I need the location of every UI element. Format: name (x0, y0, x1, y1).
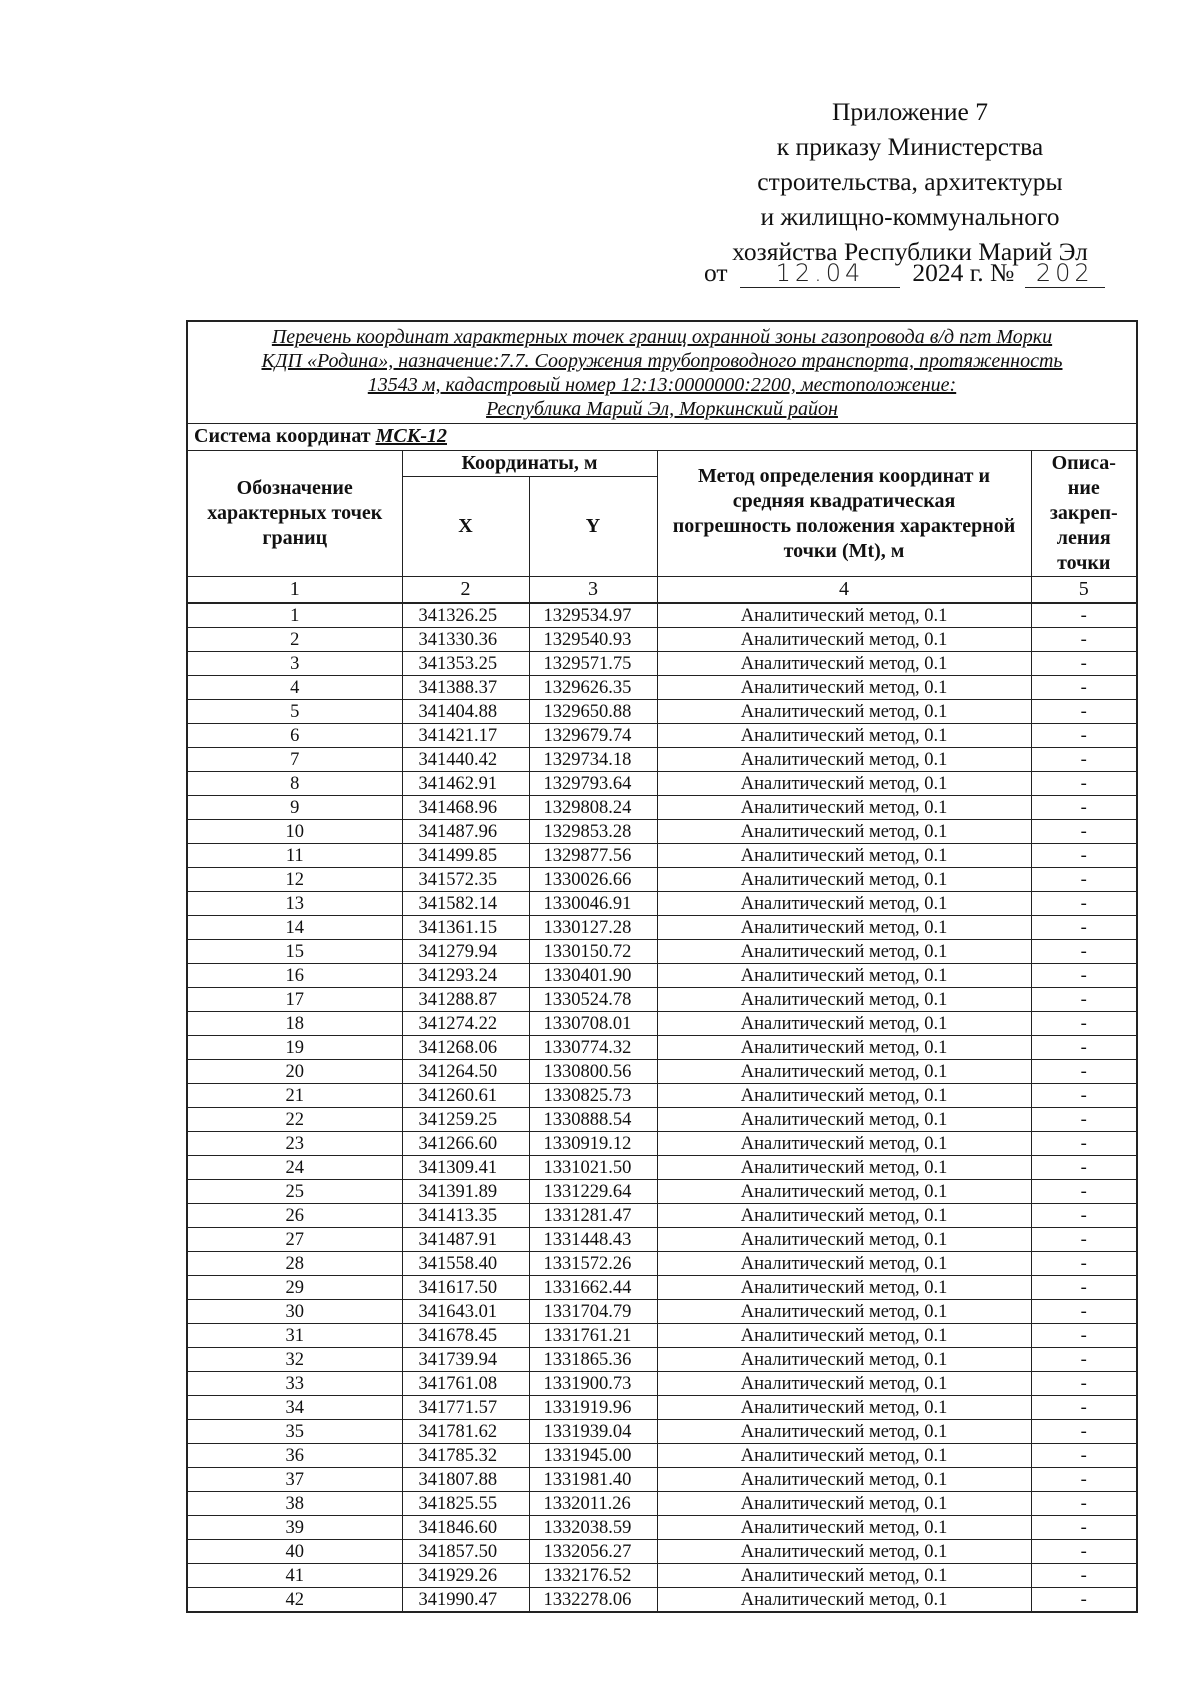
method-cell: Аналитический метод, 0.1 (657, 1444, 1031, 1468)
description-cell: - (1031, 1252, 1136, 1276)
y-coordinate-cell: 1329734.18 (529, 748, 657, 772)
table-row (188, 1060, 1136, 1084)
table-row (188, 1420, 1136, 1444)
description-cell: - (1031, 868, 1136, 892)
point-number-cell: 16 (188, 964, 402, 988)
description-cell: - (1031, 1084, 1136, 1108)
coordinates-table-frame (186, 320, 1138, 1613)
x-coordinate-cell: 341391.89 (402, 1180, 529, 1204)
table-row (188, 1540, 1136, 1564)
table-row (188, 748, 1136, 772)
table-row (188, 1180, 1136, 1204)
description-cell: - (1031, 772, 1136, 796)
description-cell: - (1031, 1180, 1136, 1204)
point-number-cell: 3 (188, 652, 402, 676)
point-number-cell: 36 (188, 1444, 402, 1468)
description-cell: - (1031, 1444, 1136, 1468)
description-cell: - (1031, 1036, 1136, 1060)
point-number-cell: 28 (188, 1252, 402, 1276)
description-cell: - (1031, 988, 1136, 1012)
x-coordinate-cell: 341846.60 (402, 1516, 529, 1540)
y-coordinate-cell: 1331945.00 (529, 1444, 657, 1468)
x-coordinate-cell: 341643.01 (402, 1300, 529, 1324)
point-number-cell: 6 (188, 724, 402, 748)
table-row (188, 1324, 1136, 1348)
header-description: Описа-ние закреп-ления точки (1031, 451, 1136, 577)
column-number: 5 (1031, 577, 1136, 604)
table-row (188, 1252, 1136, 1276)
y-coordinate-cell: 1330524.78 (529, 988, 657, 1012)
table-row (188, 916, 1136, 940)
column-number: 4 (657, 577, 1031, 604)
x-coordinate-cell: 341678.45 (402, 1324, 529, 1348)
appendix-header (690, 94, 1130, 269)
table-row (188, 1444, 1136, 1468)
y-coordinate-cell: 1331021.50 (529, 1156, 657, 1180)
header-x: X (402, 477, 529, 577)
point-number-cell: 20 (188, 1060, 402, 1084)
point-number-cell: 41 (188, 1564, 402, 1588)
method-cell: Аналитический метод, 0.1 (657, 1516, 1031, 1540)
y-coordinate-cell: 1331281.47 (529, 1204, 657, 1228)
table-row (188, 1132, 1136, 1156)
x-coordinate-cell: 341487.91 (402, 1228, 529, 1252)
method-cell: Аналитический метод, 0.1 (657, 892, 1031, 916)
y-coordinate-cell: 1330888.54 (529, 1108, 657, 1132)
method-cell: Аналитический метод, 0.1 (657, 1324, 1031, 1348)
method-cell: Аналитический метод, 0.1 (657, 628, 1031, 652)
x-coordinate-cell: 341274.22 (402, 1012, 529, 1036)
method-cell: Аналитический метод, 0.1 (657, 988, 1031, 1012)
method-cell: Аналитический метод, 0.1 (657, 1396, 1031, 1420)
x-coordinate-cell: 341499.85 (402, 844, 529, 868)
y-coordinate-cell: 1331448.43 (529, 1228, 657, 1252)
x-coordinate-cell: 341572.35 (402, 868, 529, 892)
caption-line: КДП «Родина», назначение:7.7. Сооружения трубопроводного транспорта, протяженность (261, 350, 1063, 372)
method-cell: Аналитический метод, 0.1 (657, 820, 1031, 844)
y-coordinate-cell: 1329540.93 (529, 628, 657, 652)
y-coordinate-cell: 1330401.90 (529, 964, 657, 988)
date-prefix: от (704, 258, 728, 287)
table-caption (188, 322, 1136, 424)
x-coordinate-cell: 341487.96 (402, 820, 529, 844)
description-cell: - (1031, 1516, 1136, 1540)
x-coordinate-cell: 341309.41 (402, 1156, 529, 1180)
x-coordinate-cell: 341330.36 (402, 628, 529, 652)
appendix-line: Приложение 7 (832, 97, 988, 126)
x-coordinate-cell: 341361.15 (402, 916, 529, 940)
x-coordinate-cell: 341785.32 (402, 1444, 529, 1468)
method-cell: Аналитический метод, 0.1 (657, 916, 1031, 940)
header-coords: Координаты, м (402, 451, 657, 477)
method-cell: Аналитический метод, 0.1 (657, 1420, 1031, 1444)
method-cell: Аналитический метод, 0.1 (657, 676, 1031, 700)
point-number-cell: 24 (188, 1156, 402, 1180)
method-cell: Аналитический метод, 0.1 (657, 1372, 1031, 1396)
point-number-cell: 17 (188, 988, 402, 1012)
table-row (188, 628, 1136, 652)
method-cell: Аналитический метод, 0.1 (657, 1564, 1031, 1588)
y-coordinate-cell: 1330774.32 (529, 1036, 657, 1060)
method-cell: Аналитический метод, 0.1 (657, 772, 1031, 796)
table-row (188, 700, 1136, 724)
method-cell: Аналитический метод, 0.1 (657, 748, 1031, 772)
x-coordinate-cell: 341462.91 (402, 772, 529, 796)
x-coordinate-cell: 341857.50 (402, 1540, 529, 1564)
y-coordinate-cell: 1331865.36 (529, 1348, 657, 1372)
table-row (188, 724, 1136, 748)
point-number-cell: 8 (188, 772, 402, 796)
y-coordinate-cell: 1330800.56 (529, 1060, 657, 1084)
point-number-cell: 38 (188, 1492, 402, 1516)
y-coordinate-cell: 1329626.35 (529, 676, 657, 700)
point-number-cell: 31 (188, 1324, 402, 1348)
point-number-cell: 5 (188, 700, 402, 724)
caption-line: Перечень координат характерных точек границ охранной зоны газопровода в/д пгт Морки (271, 326, 1053, 348)
description-cell: - (1031, 1540, 1136, 1564)
x-coordinate-cell: 341468.96 (402, 796, 529, 820)
x-coordinate-cell: 341264.50 (402, 1060, 529, 1084)
method-cell: Аналитический метод, 0.1 (657, 603, 1031, 628)
table-row (188, 1084, 1136, 1108)
y-coordinate-cell: 1330150.72 (529, 940, 657, 964)
table-row (188, 652, 1136, 676)
point-number-cell: 26 (188, 1204, 402, 1228)
method-cell: Аналитический метод, 0.1 (657, 1348, 1031, 1372)
x-coordinate-cell: 341739.94 (402, 1348, 529, 1372)
table-row (188, 1588, 1136, 1612)
method-cell: Аналитический метод, 0.1 (657, 1012, 1031, 1036)
point-number-cell: 32 (188, 1348, 402, 1372)
point-number-cell: 37 (188, 1468, 402, 1492)
y-coordinate-cell: 1329679.74 (529, 724, 657, 748)
x-coordinate-cell: 341326.25 (402, 603, 529, 628)
description-cell: - (1031, 940, 1136, 964)
x-coordinate-cell: 341260.61 (402, 1084, 529, 1108)
y-coordinate-cell: 1329877.56 (529, 844, 657, 868)
y-coordinate-cell: 1329650.88 (529, 700, 657, 724)
coordinate-system (188, 424, 1136, 451)
x-coordinate-cell: 341288.87 (402, 988, 529, 1012)
description-cell: - (1031, 1396, 1136, 1420)
appendix-line: к приказу Министерства (776, 132, 1044, 161)
x-coordinate-cell: 341259.25 (402, 1108, 529, 1132)
table-row (188, 1300, 1136, 1324)
description-cell: - (1031, 820, 1136, 844)
x-coordinate-cell: 341558.40 (402, 1252, 529, 1276)
x-coordinate-cell: 341781.62 (402, 1420, 529, 1444)
column-number: 3 (529, 577, 657, 604)
point-number-cell: 15 (188, 940, 402, 964)
table-row (188, 1564, 1136, 1588)
y-coordinate-cell: 1331704.79 (529, 1300, 657, 1324)
method-cell: Аналитический метод, 0.1 (657, 868, 1031, 892)
point-number-cell: 30 (188, 1300, 402, 1324)
description-cell: - (1031, 652, 1136, 676)
table-row (188, 772, 1136, 796)
handwritten-date: 12.04 (740, 259, 900, 288)
point-number-cell: 11 (188, 844, 402, 868)
x-coordinate-cell: 341268.06 (402, 1036, 529, 1060)
handwritten-order-number: 202 (1025, 259, 1105, 288)
description-cell: - (1031, 748, 1136, 772)
point-number-cell: 35 (188, 1420, 402, 1444)
y-coordinate-cell: 1332011.26 (529, 1492, 657, 1516)
point-number-cell: 9 (188, 796, 402, 820)
y-coordinate-cell: 1331900.73 (529, 1372, 657, 1396)
y-coordinate-cell: 1331939.04 (529, 1420, 657, 1444)
description-cell: - (1031, 1468, 1136, 1492)
description-cell: - (1031, 1420, 1136, 1444)
description-cell: - (1031, 700, 1136, 724)
point-number-cell: 23 (188, 1132, 402, 1156)
table-row (188, 1516, 1136, 1540)
description-cell: - (1031, 796, 1136, 820)
header-y: Y (529, 477, 657, 577)
description-cell: - (1031, 1564, 1136, 1588)
description-cell: - (1031, 964, 1136, 988)
description-cell: - (1031, 1204, 1136, 1228)
method-cell: Аналитический метод, 0.1 (657, 1108, 1031, 1132)
method-cell: Аналитический метод, 0.1 (657, 1252, 1031, 1276)
description-cell: - (1031, 1060, 1136, 1084)
y-coordinate-cell: 1332056.27 (529, 1540, 657, 1564)
description-cell: - (1031, 1156, 1136, 1180)
point-number-cell: 27 (188, 1228, 402, 1252)
method-cell: Аналитический метод, 0.1 (657, 796, 1031, 820)
y-coordinate-cell: 1330127.28 (529, 916, 657, 940)
y-coordinate-cell: 1331981.40 (529, 1468, 657, 1492)
point-number-cell: 1 (188, 603, 402, 628)
table-row (188, 940, 1136, 964)
y-coordinate-cell: 1329571.75 (529, 652, 657, 676)
description-cell: - (1031, 1012, 1136, 1036)
y-coordinate-cell: 1329808.24 (529, 796, 657, 820)
y-coordinate-cell: 1330026.66 (529, 868, 657, 892)
x-coordinate-cell: 341353.25 (402, 652, 529, 676)
method-cell: Аналитический метод, 0.1 (657, 1204, 1031, 1228)
method-cell: Аналитический метод, 0.1 (657, 844, 1031, 868)
table-row (188, 1372, 1136, 1396)
table-row (188, 796, 1136, 820)
description-cell: - (1031, 1132, 1136, 1156)
x-coordinate-cell: 341404.88 (402, 700, 529, 724)
x-coordinate-cell: 341293.24 (402, 964, 529, 988)
point-number-cell: 42 (188, 1588, 402, 1612)
x-coordinate-cell: 341771.57 (402, 1396, 529, 1420)
point-number-cell: 25 (188, 1180, 402, 1204)
y-coordinate-cell: 1331919.96 (529, 1396, 657, 1420)
x-coordinate-cell: 341388.37 (402, 676, 529, 700)
table-row (188, 1156, 1136, 1180)
description-cell: - (1031, 676, 1136, 700)
order-date-line (704, 258, 1105, 288)
point-number-cell: 34 (188, 1396, 402, 1420)
table-row (188, 868, 1136, 892)
x-coordinate-cell: 341279.94 (402, 940, 529, 964)
y-coordinate-cell: 1330708.01 (529, 1012, 657, 1036)
description-cell: - (1031, 1108, 1136, 1132)
method-cell: Аналитический метод, 0.1 (657, 1156, 1031, 1180)
description-cell: - (1031, 892, 1136, 916)
point-number-cell: 7 (188, 748, 402, 772)
method-cell: Аналитический метод, 0.1 (657, 1228, 1031, 1252)
point-number-cell: 33 (188, 1372, 402, 1396)
method-cell: Аналитический метод, 0.1 (657, 1132, 1031, 1156)
y-coordinate-cell: 1331229.64 (529, 1180, 657, 1204)
header-point: Обозначение характерных точек границ (188, 451, 402, 577)
x-coordinate-cell: 341990.47 (402, 1588, 529, 1612)
method-cell: Аналитический метод, 0.1 (657, 1084, 1031, 1108)
header-method: Метод определения координат и средняя квадратическая погрешность положения характерной точки (Mt), м (657, 451, 1031, 577)
description-cell: - (1031, 1324, 1136, 1348)
column-number: 1 (188, 577, 402, 604)
y-coordinate-cell: 1331662.44 (529, 1276, 657, 1300)
method-cell: Аналитический метод, 0.1 (657, 1276, 1031, 1300)
method-cell: Аналитический метод, 0.1 (657, 964, 1031, 988)
method-cell: Аналитический метод, 0.1 (657, 1036, 1031, 1060)
x-coordinate-cell: 341825.55 (402, 1492, 529, 1516)
appendix-line: и жилищно-коммунального (760, 202, 1060, 231)
description-cell: - (1031, 603, 1136, 628)
point-number-cell: 2 (188, 628, 402, 652)
description-cell: - (1031, 1588, 1136, 1612)
caption-line: Республика Марий Эл, Моркинский район (486, 398, 838, 420)
x-coordinate-cell: 341807.88 (402, 1468, 529, 1492)
description-cell: - (1031, 1228, 1136, 1252)
point-number-cell: 39 (188, 1516, 402, 1540)
table-row (188, 1348, 1136, 1372)
point-number-cell: 19 (188, 1036, 402, 1060)
table-row (188, 1108, 1136, 1132)
method-cell: Аналитический метод, 0.1 (657, 1300, 1031, 1324)
caption-line: 13543 м, кадастровый номер 12:13:0000000:2200, местоположение: (367, 374, 957, 396)
method-cell: Аналитический метод, 0.1 (657, 1060, 1031, 1084)
method-cell: Аналитический метод, 0.1 (657, 1540, 1031, 1564)
coordinate-system-label: Система координат (194, 425, 371, 447)
x-coordinate-cell: 341440.42 (402, 748, 529, 772)
table-row (188, 1228, 1136, 1252)
y-coordinate-cell: 1332278.06 (529, 1588, 657, 1612)
x-coordinate-cell: 341929.26 (402, 1564, 529, 1588)
method-cell: Аналитический метод, 0.1 (657, 700, 1031, 724)
y-coordinate-cell: 1329793.64 (529, 772, 657, 796)
table-row (188, 1012, 1136, 1036)
appendix-line: строительства, архитектуры (757, 167, 1063, 196)
table-row (188, 1036, 1136, 1060)
y-coordinate-cell: 1331761.21 (529, 1324, 657, 1348)
coordinate-system-value: МСК-12 (375, 425, 447, 447)
table-row (188, 988, 1136, 1012)
method-cell: Аналитический метод, 0.1 (657, 1588, 1031, 1612)
description-cell: - (1031, 724, 1136, 748)
method-cell: Аналитический метод, 0.1 (657, 940, 1031, 964)
table-row (188, 1276, 1136, 1300)
point-number-cell: 22 (188, 1108, 402, 1132)
table-row (188, 1492, 1136, 1516)
point-number-cell: 14 (188, 916, 402, 940)
table-row (188, 892, 1136, 916)
appendix-line: хозяйства Республики Марий Эл (732, 237, 1088, 266)
year-text: 2024 г. № (912, 258, 1015, 287)
method-cell: Аналитический метод, 0.1 (657, 724, 1031, 748)
y-coordinate-cell: 1329853.28 (529, 820, 657, 844)
table-row (188, 820, 1136, 844)
x-coordinate-cell: 341617.50 (402, 1276, 529, 1300)
description-cell: - (1031, 1492, 1136, 1516)
point-number-cell: 40 (188, 1540, 402, 1564)
y-coordinate-cell: 1330046.91 (529, 892, 657, 916)
point-number-cell: 12 (188, 868, 402, 892)
point-number-cell: 4 (188, 676, 402, 700)
point-number-cell: 13 (188, 892, 402, 916)
description-cell: - (1031, 844, 1136, 868)
x-coordinate-cell: 341761.08 (402, 1372, 529, 1396)
y-coordinate-cell: 1329534.97 (529, 603, 657, 628)
method-cell: Аналитический метод, 0.1 (657, 1468, 1031, 1492)
y-coordinate-cell: 1332038.59 (529, 1516, 657, 1540)
point-number-cell: 18 (188, 1012, 402, 1036)
description-cell: - (1031, 1300, 1136, 1324)
x-coordinate-cell: 341413.35 (402, 1204, 529, 1228)
description-cell: - (1031, 1372, 1136, 1396)
method-cell: Аналитический метод, 0.1 (657, 652, 1031, 676)
y-coordinate-cell: 1330919.12 (529, 1132, 657, 1156)
description-cell: - (1031, 1276, 1136, 1300)
method-cell: Аналитический метод, 0.1 (657, 1180, 1031, 1204)
coordinates-table (188, 451, 1136, 1611)
description-cell: - (1031, 916, 1136, 940)
point-number-cell: 21 (188, 1084, 402, 1108)
table-row (188, 1396, 1136, 1420)
table-row (188, 964, 1136, 988)
y-coordinate-cell: 1330825.73 (529, 1084, 657, 1108)
description-cell: - (1031, 1348, 1136, 1372)
table-row (188, 676, 1136, 700)
description-cell: - (1031, 628, 1136, 652)
x-coordinate-cell: 341421.17 (402, 724, 529, 748)
y-coordinate-cell: 1332176.52 (529, 1564, 657, 1588)
table-row (188, 844, 1136, 868)
y-coordinate-cell: 1331572.26 (529, 1252, 657, 1276)
point-number-cell: 10 (188, 820, 402, 844)
table-row (188, 1204, 1136, 1228)
x-coordinate-cell: 341266.60 (402, 1132, 529, 1156)
point-number-cell: 29 (188, 1276, 402, 1300)
table-row (188, 603, 1136, 628)
method-cell: Аналитический метод, 0.1 (657, 1492, 1031, 1516)
column-number: 2 (402, 577, 529, 604)
x-coordinate-cell: 341582.14 (402, 892, 529, 916)
table-body (188, 603, 1136, 1611)
table-row (188, 1468, 1136, 1492)
